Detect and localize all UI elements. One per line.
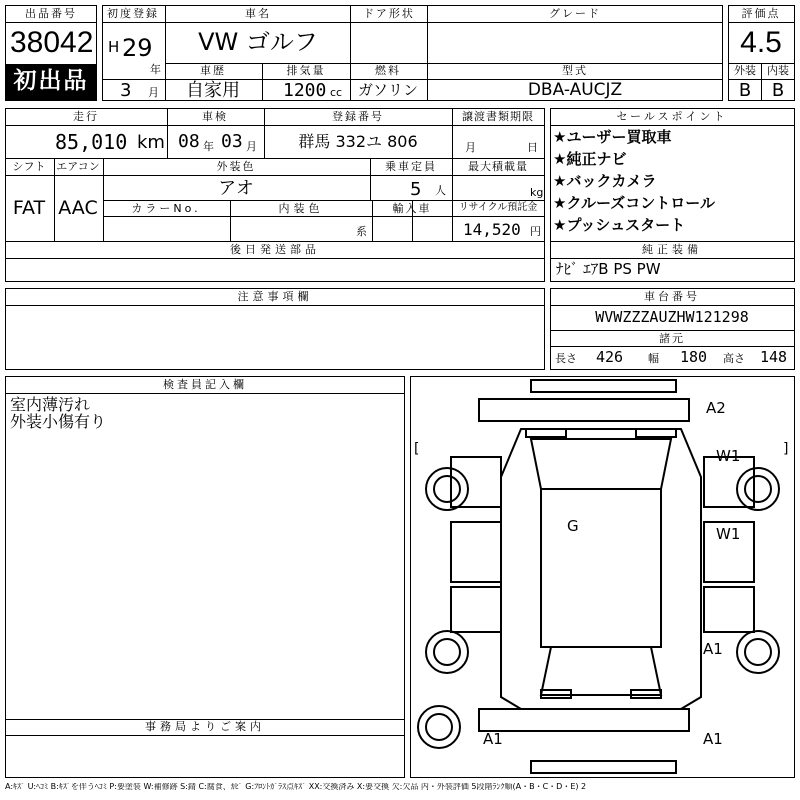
vehicle-diagram [410, 376, 795, 778]
inspector-note-1: 室内薄汚れ [10, 395, 91, 414]
damage-mark-a1-left: A1 [483, 730, 503, 748]
chassis-label: 車台番号 [644, 290, 700, 303]
damage-mark-a2: A2 [706, 399, 726, 417]
sales-point-4: ★クルーズコントロール [553, 194, 715, 212]
transfer-label: 譲渡書類期限 [462, 110, 534, 123]
inspection-month-unit: 月 [246, 140, 257, 153]
recycle-unit: 円 [530, 225, 541, 238]
int-color-unit: 系 [356, 225, 367, 238]
year-unit: 年 [150, 63, 161, 76]
equipment-label: 純正装備 [642, 243, 702, 256]
inspection-year-unit: 年 [203, 140, 214, 153]
exterior-label: 外装 [734, 64, 756, 77]
height-label: 高さ [723, 352, 745, 365]
inspection-year: 08 [178, 131, 200, 152]
era: H [108, 38, 120, 56]
score-value: 4.5 [740, 26, 782, 59]
displacement-label: 排気量 [286, 64, 326, 77]
displacement-unit: cc [330, 86, 343, 99]
load-label: 最大積載量 [468, 160, 528, 173]
month-unit: 月 [148, 86, 159, 99]
displacement-value: 1200 [283, 80, 327, 101]
height-value: 148 [760, 348, 788, 366]
damage-mark-w1-front: W1 [716, 447, 741, 465]
inspection-month: 03 [221, 131, 243, 152]
interior-label: 内装 [767, 64, 789, 77]
specs-label: 諸元 [659, 332, 685, 345]
inspector-note-2: 外装小傷有り [10, 412, 107, 431]
lot-label: 出品番号 [25, 7, 77, 20]
width-value: 180 [680, 348, 708, 366]
color-no-label: カラーNo. [131, 202, 201, 215]
notes-label: 注意事項欄 [237, 290, 313, 303]
load-unit: kg [530, 186, 544, 199]
length-value: 426 [596, 348, 624, 366]
first-reg-month: 3 [120, 80, 132, 101]
import-label: 輸入車 [392, 202, 432, 215]
history-value: 自家用 [186, 80, 240, 101]
lot-number: 38042 [10, 26, 94, 59]
car-outline [411, 377, 794, 777]
car-name-label: 車名 [245, 7, 271, 20]
width-label: 幅 [648, 352, 659, 365]
transfer-month: 月 [465, 141, 476, 154]
equipment-value: ﾅﾋﾞ ｴｱB PS PW [556, 260, 661, 278]
color-value: アオ [218, 178, 254, 199]
reg-no-value: 群馬 332ユ 806 [298, 132, 418, 151]
fuel-label: 燃料 [375, 64, 401, 77]
first-reg-label: 初度登録 [107, 7, 159, 20]
mileage-value: 85,010 [55, 130, 128, 154]
sales-point-1: ★ユーザー買取車 [553, 128, 672, 146]
color-label: 外装色 [216, 160, 256, 173]
capacity-unit: 人 [435, 184, 446, 197]
inspection-label: 車検 [202, 110, 228, 123]
chassis-number: WVWZZZAUZHW121298 [595, 308, 749, 326]
damage-mark-g: G [567, 517, 579, 535]
sales-points-label: セールスポイント [616, 110, 728, 123]
transfer-day: 日 [527, 141, 538, 154]
damage-mark-w1-rear: W1 [716, 525, 741, 543]
recycle-label: リサイクル預託金 [458, 202, 538, 213]
sales-point-3: ★バックカメラ [553, 172, 657, 190]
capacity-label: 乗車定員 [385, 160, 437, 173]
first-reg-year: 29 [122, 34, 153, 62]
legend-footer: A:ｷｽﾞ U:ﾍｺﾐ B:ｷｽﾞを伴うﾍｺﾐ P:要塗装 W:補修跡 S:錆 C:腐食、ｶﾋﾞ G:ﾌﾛﾝﾄｶﾞﾗｽ点ｷｽﾞ XX:交換済み X:要交換 欠:欠品 内・外装評価 5段階ﾗﾝｸ順(A・B・C・D・E) 2 [5, 783, 587, 791]
bracket-left: [ [414, 441, 420, 457]
score-label: 評価点 [741, 7, 781, 20]
ac-label: エアコン [56, 160, 100, 173]
fuel-value: ガソリン [357, 81, 419, 99]
history-label: 車歴 [200, 64, 226, 77]
inspector-box [5, 376, 405, 778]
interior-grade: B [771, 80, 785, 101]
damage-mark-a1-side: A1 [703, 640, 723, 658]
car-name: VW ゴルフ [198, 28, 318, 56]
ac-value: AAC [58, 197, 98, 219]
grade-label: グレード [549, 7, 601, 20]
sales-point-2: ★純正ナビ [553, 150, 627, 168]
door-label: ドア形状 [363, 7, 415, 20]
mileage-unit: km [137, 132, 165, 153]
damage-mark-a1-right: A1 [703, 730, 723, 748]
length-label: 長さ [555, 352, 577, 365]
inspector-label: 検査員記入欄 [163, 378, 247, 391]
model-value: DBA-AUCJZ [527, 80, 623, 100]
later-parts-label: 後日発送部品 [230, 243, 320, 256]
sales-point-5: ★プッシュスタート [553, 216, 686, 234]
recycle-value: 14,520 [463, 220, 521, 239]
capacity-value: 5 [410, 179, 422, 200]
bracket-right: ] [783, 441, 789, 457]
int-color-label: 内装色 [278, 202, 324, 215]
exterior-grade: B [738, 80, 752, 101]
shift-label: シフト [12, 160, 46, 173]
office-label: 事務局よりご案内 [145, 720, 265, 733]
reg-no-label: 登録番号 [332, 110, 384, 123]
model-label: 型式 [562, 64, 588, 77]
first-listing-text: 初出品 [13, 68, 89, 94]
shift-value: FAT [12, 197, 46, 219]
mileage-label: 走行 [73, 110, 99, 123]
